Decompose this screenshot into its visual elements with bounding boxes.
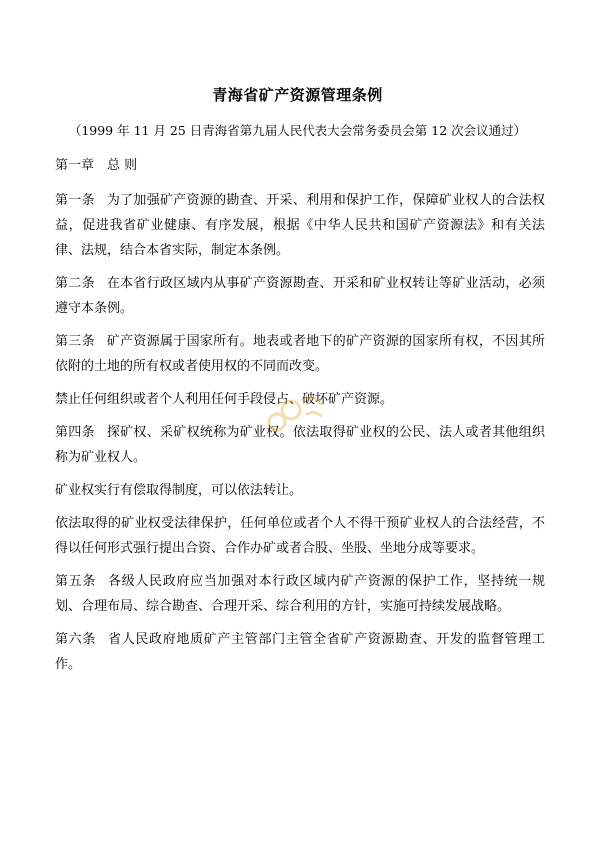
cloud-watermark-icon (255, 370, 335, 450)
article-5 (55, 569, 545, 619)
chapter-heading: 第一章 总 则 (55, 158, 138, 173)
article-text: 为了加强矿产资源的勘查、开采、利用和保护工作，保障矿业权人的合法权益，促进我省矿业健康、有序发展，根据《中华人民共和国矿产资源法》和有关法律、法规，结合本省实际，制定本条例。 (55, 193, 545, 258)
article-number: 第六条 (55, 632, 97, 647)
document-subtitle: （1999 年 11 月 25 日青海省第九届人民代表大会常务委员会第 12 次会议通过） (68, 123, 527, 138)
article-text: 探矿权、采矿权统称为矿业权。依法取得矿业权的公民、法人或者其他组织称为矿业权人。 (55, 425, 545, 465)
article-number: 第一条 (55, 193, 95, 208)
article-text: 在本省行政区域内从事矿产资源勘查、开采和矿业权转让等矿业活动，必须遵守本条例。 (55, 276, 545, 316)
article-text: 各级人民政府应当加强对本行政区域内矿产资源的保护工作，坚持统一规划、合理布局、综合勘查、合理开采、综合利用的方针，实施可持续发展战略。 (55, 574, 545, 614)
article-4-paragraph: 矿业权实行有偿取得制度，可以依法转让。 (55, 483, 303, 498)
document-title: 青海省矿产资源管理条例 (212, 86, 383, 104)
article-number: 第五条 (55, 574, 97, 589)
article-number: 第四条 (55, 425, 95, 440)
article-1 (55, 188, 545, 263)
article-6 (55, 627, 545, 677)
article-number: 第二条 (55, 276, 95, 291)
article-text: 矿产资源属于国家所有。地表或者地下的矿产资源的国家所有权，不因其所依附的土地的所有权或者使用权的不同而改变。 (55, 334, 545, 374)
article-4-paragraph: 依法取得的矿业权受法律保护，任何单位或者个人不得干预矿业权人的合法经营，不得以任何形式强行提出合资、合作办矿或者合股、坐股、坐地分成等要求。 (55, 516, 545, 556)
article-number: 第三条 (55, 334, 95, 349)
article-2 (55, 271, 545, 321)
article-3-paragraph: 禁止任何组织或者个人利用任何手段侵占、破坏矿产资源。 (55, 392, 394, 407)
article-text: 省人民政府地质矿产主管部门主管全省矿产资源勘查、开发的监督管理工作。 (55, 632, 545, 672)
